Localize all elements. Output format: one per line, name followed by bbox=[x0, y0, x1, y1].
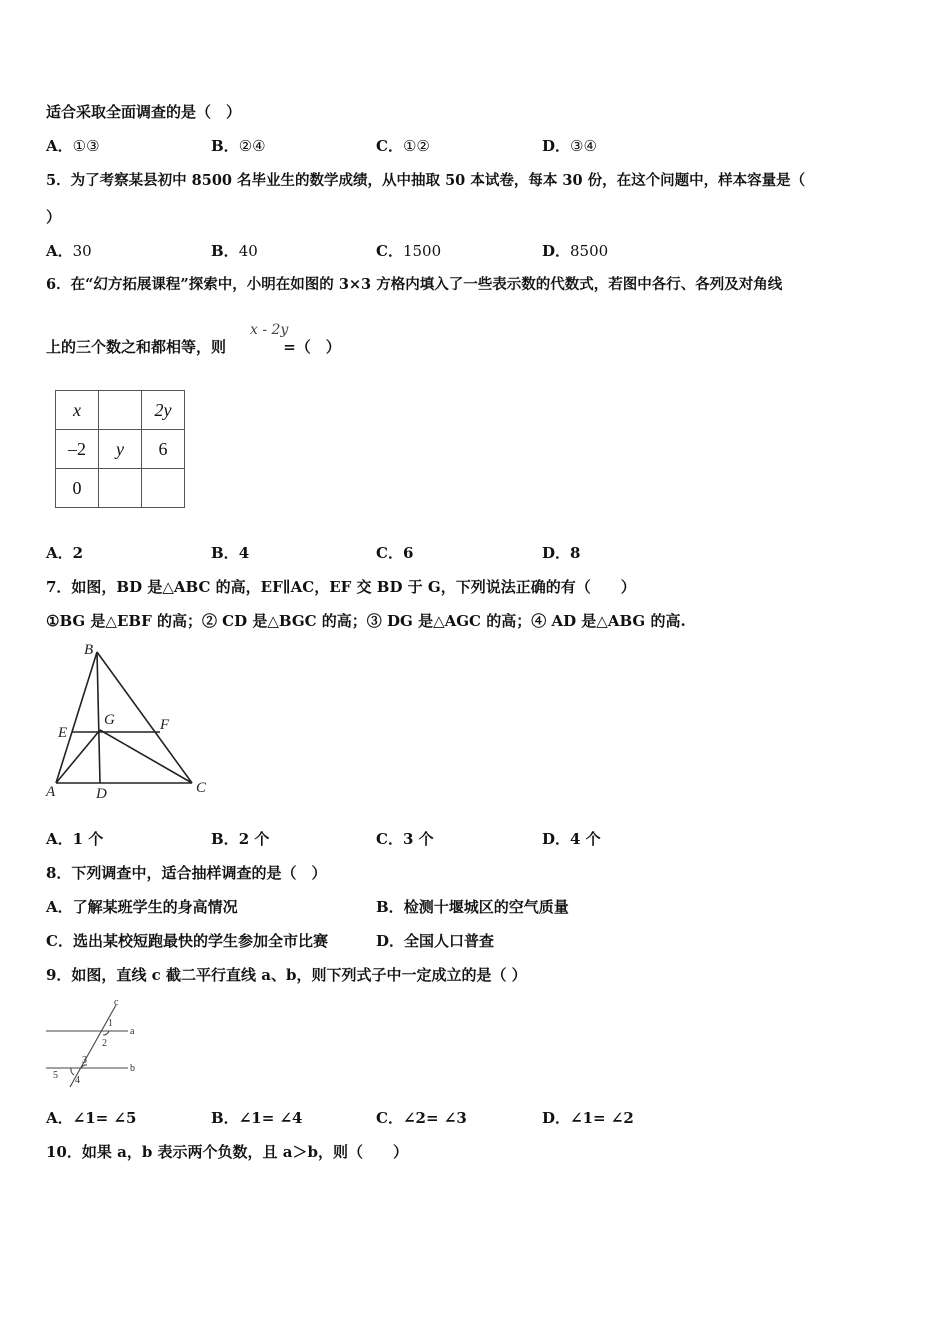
label-b: B bbox=[84, 642, 94, 658]
q6-option-c: C．6 bbox=[376, 544, 414, 562]
grid-cell: x bbox=[56, 391, 99, 430]
q8-stem: 8．下列调查中，适合抽样调查的是（ ） bbox=[46, 864, 327, 882]
q6-stem-line1: 6．在“幻方拓展课程”探索中，小明在如图的 3×3 方格内填入了一些表示数的代数式，若图中各行、各列及对角线 bbox=[46, 276, 783, 293]
label-5: 5 bbox=[53, 1070, 58, 1081]
label-2: 2 bbox=[102, 1038, 107, 1049]
angle-arc-2 bbox=[103, 1031, 109, 1035]
segment-bd bbox=[97, 652, 100, 783]
q7-stem-line1: 7．如图，BD 是△ABC 的高，EF∥AC，EF 交 BD 于 G，下列说法正确的有（ ） bbox=[46, 578, 636, 596]
label-g: G bbox=[104, 712, 115, 728]
grid-cell: 2y bbox=[142, 391, 185, 430]
q9-option-d: D．∠1= ∠2 bbox=[542, 1109, 634, 1127]
q5-option-d: D．8500 bbox=[542, 242, 609, 260]
grid-cell bbox=[99, 469, 142, 508]
q7-option-b: B．2 个 bbox=[211, 830, 270, 848]
q8-option-d: D．全国人口普查 bbox=[376, 932, 495, 950]
q6-expression: x - 2y bbox=[250, 322, 289, 338]
grid-cell: 0 bbox=[56, 469, 99, 508]
q4-option-b: B．②④ bbox=[211, 137, 266, 155]
label-f: F bbox=[160, 717, 170, 733]
grid-cell bbox=[99, 391, 142, 430]
q7-option-a: A．1 个 bbox=[46, 830, 104, 848]
q6-option-a: A．2 bbox=[46, 544, 84, 562]
q4-option-d: D．③④ bbox=[542, 137, 597, 155]
q4-stem-tail: 适合采取全面调查的是（ ） bbox=[46, 103, 242, 121]
grid-cell: y bbox=[99, 430, 142, 469]
label-b: b bbox=[130, 1063, 135, 1074]
label-a: A bbox=[46, 784, 56, 800]
magic-square-grid bbox=[55, 390, 185, 508]
q6-stem-line2: 上的三个数之和都相等，则 =（ ） bbox=[46, 338, 341, 356]
q5-option-c: C．1500 bbox=[376, 242, 442, 260]
q8-option-b: B．检测十堰城区的空气质量 bbox=[376, 898, 569, 916]
q9-stem: 9．如图，直线 c 截二平行直线 a、b，则下列式子中一定成立的是（ ） bbox=[46, 966, 527, 984]
q9-option-a: A．∠1= ∠5 bbox=[46, 1109, 137, 1127]
angle-arc-5 bbox=[71, 1068, 74, 1075]
label-3: 3 bbox=[82, 1055, 87, 1066]
q5-option-b: B．40 bbox=[211, 242, 258, 260]
q7-option-c: C．3 个 bbox=[376, 830, 434, 848]
q9-option-c: C．∠2= ∠3 bbox=[376, 1109, 467, 1127]
grid-cell: 6 bbox=[142, 430, 185, 469]
q7-stem-line2: ①BG 是△EBF 的高；② CD 是△BGC 的高；③ DG 是△AGC 的高；④ AD 是△ABG 的高. bbox=[46, 612, 686, 630]
label-4: 4 bbox=[75, 1075, 80, 1086]
label-1: 1 bbox=[108, 1018, 113, 1029]
q8-option-a: A．了解某班学生的身高情况 bbox=[46, 898, 238, 916]
q7-option-d: D．4 个 bbox=[542, 830, 601, 848]
q8-option-c: C．选出某校短跑最快的学生参加全市比赛 bbox=[46, 932, 328, 950]
q4-option-a: A．①③ bbox=[46, 137, 100, 155]
q6-option-b: B．4 bbox=[211, 544, 250, 562]
label-d: D bbox=[96, 786, 107, 802]
q10-stem: 10．如果 a，b 表示两个负数，且 a＞b，则（ ） bbox=[46, 1143, 408, 1161]
q9-option-b: B．∠1= ∠4 bbox=[211, 1109, 303, 1127]
segment-gc bbox=[100, 730, 192, 783]
grid-cell: –2 bbox=[56, 430, 99, 469]
q5-option-a: A．30 bbox=[46, 242, 92, 260]
label-e: E bbox=[58, 725, 68, 741]
label-c: c bbox=[114, 997, 119, 1008]
q6-option-d: D．8 bbox=[542, 544, 581, 562]
segment-ab bbox=[56, 652, 97, 783]
label-a: a bbox=[130, 1026, 135, 1037]
q5-stem-line1: 5．为了考察某县初中 8500 名毕业生的数学成绩，从中抽取 50 本试卷，每本 30 份，在这个问题中，样本容量是（ bbox=[46, 172, 806, 189]
label-c: C bbox=[196, 780, 207, 796]
q5-stem-line2: ） bbox=[46, 208, 62, 226]
grid-cell bbox=[142, 469, 185, 508]
parallel-lines-figure bbox=[40, 995, 160, 1091]
q4-option-c: C．①② bbox=[376, 137, 430, 155]
triangle-figure bbox=[40, 638, 220, 808]
